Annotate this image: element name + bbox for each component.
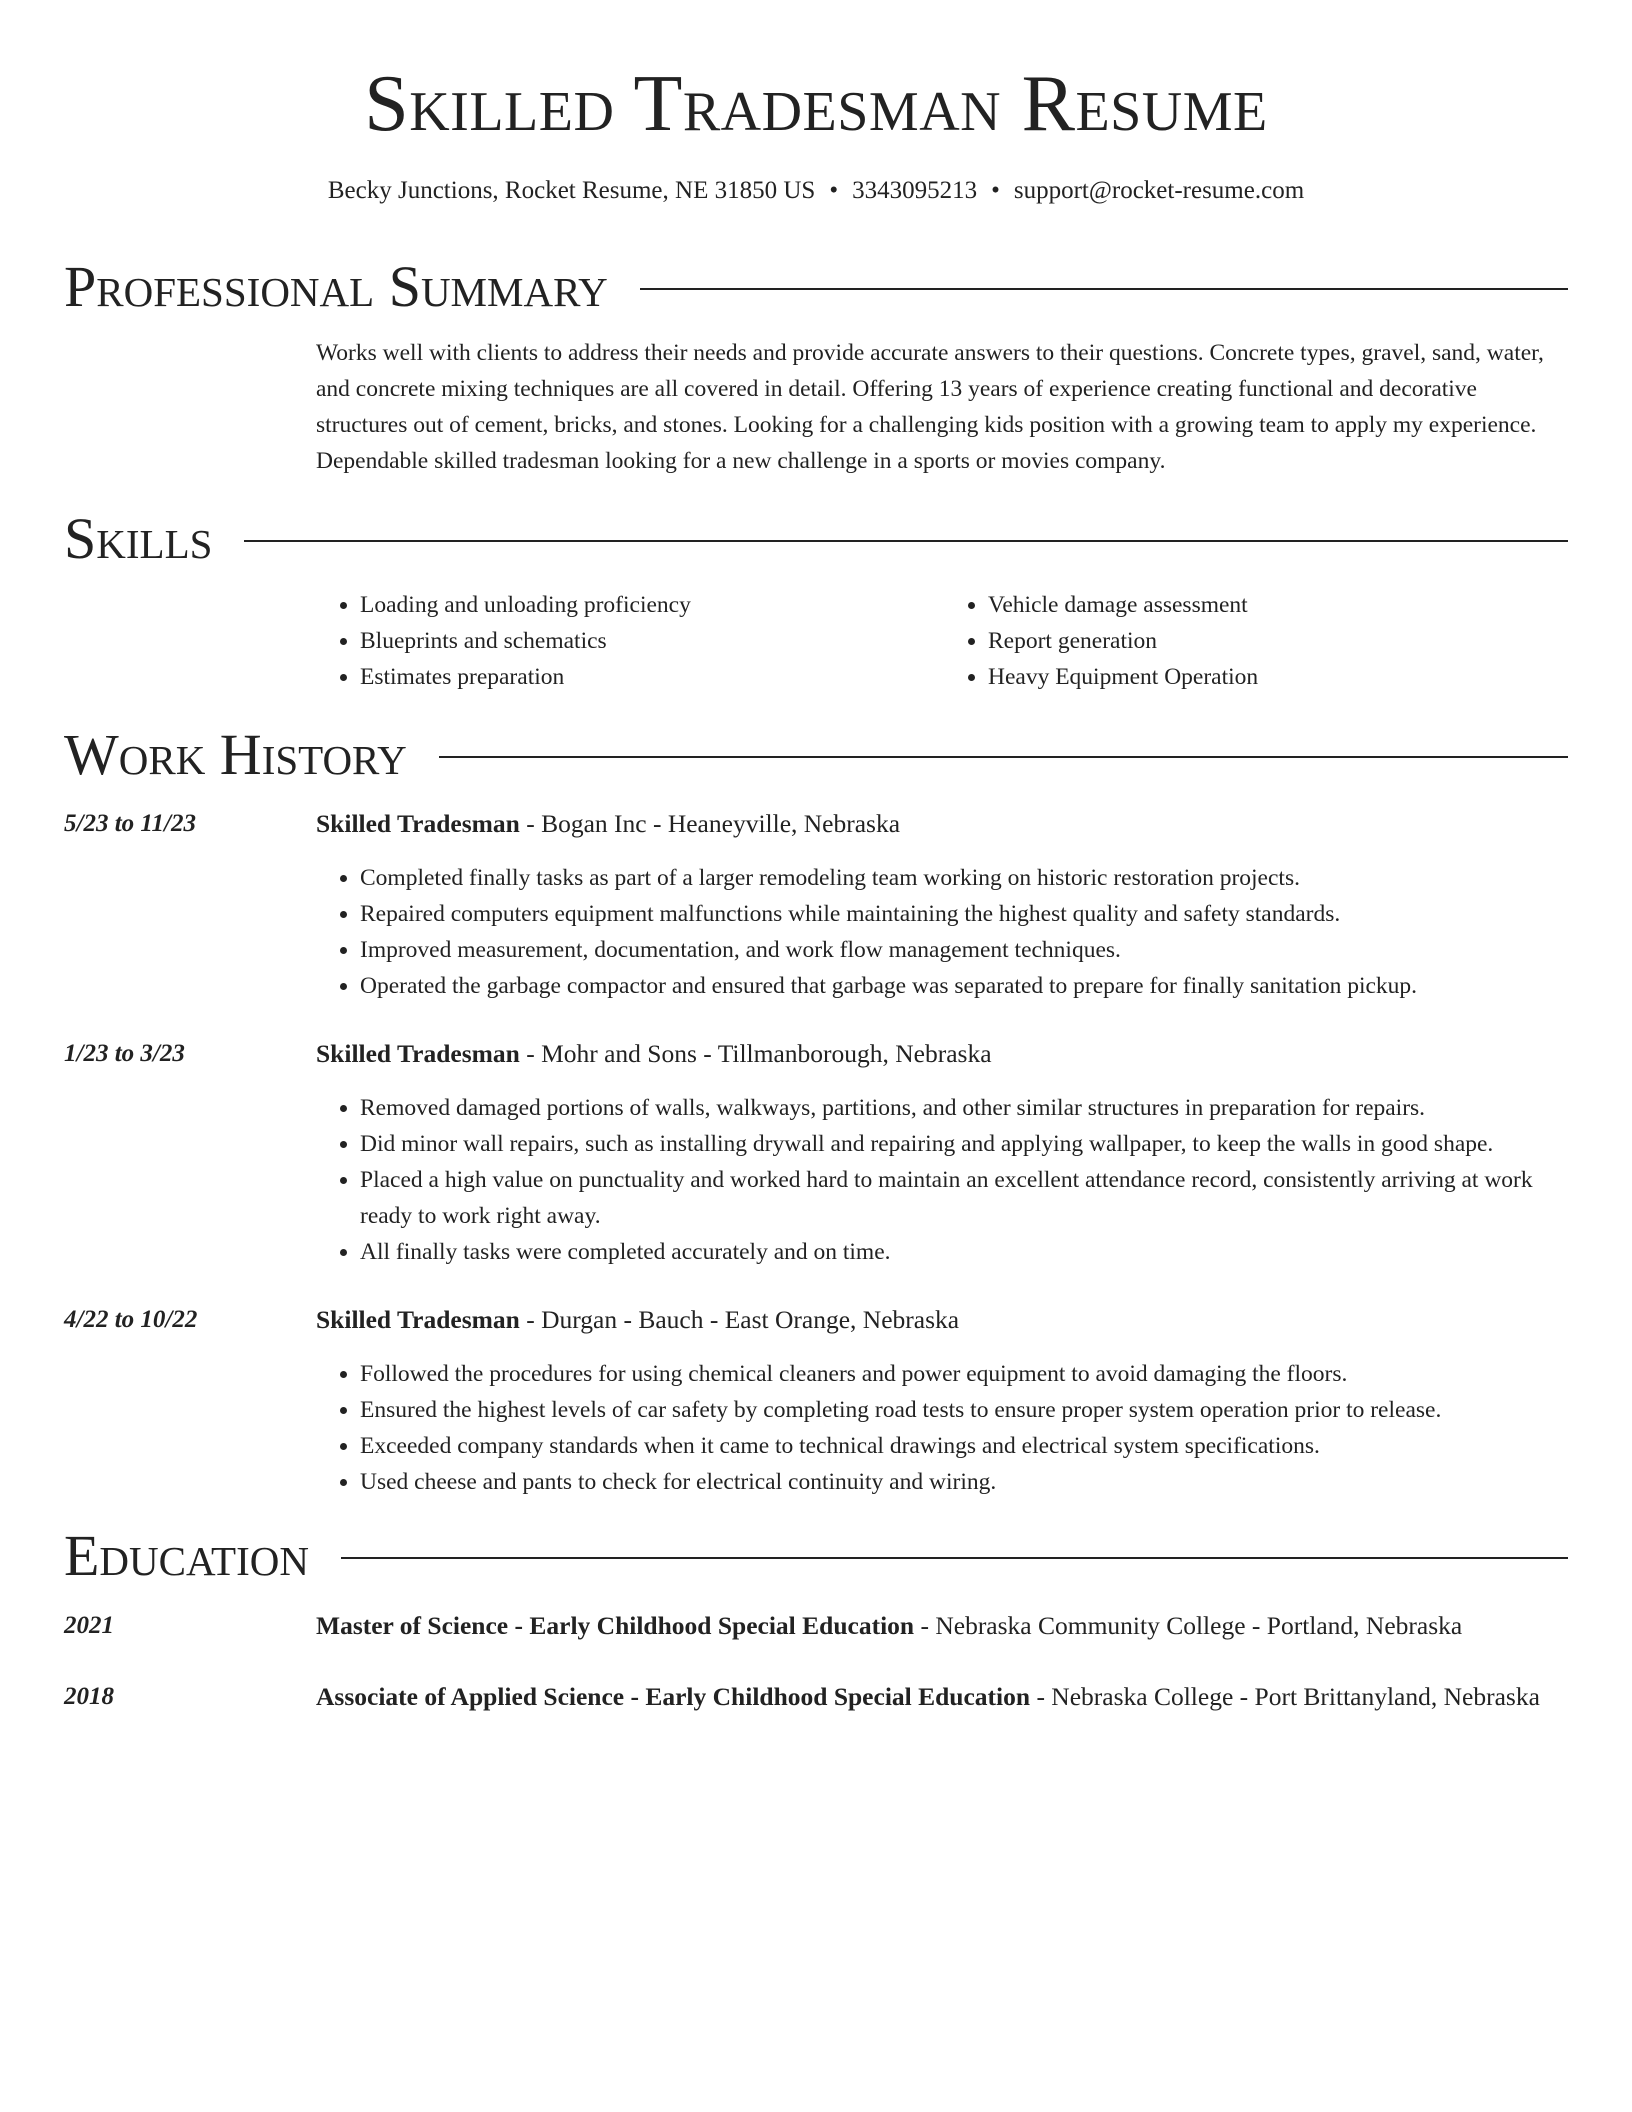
job-bullet: • Improved measurement, documentation, and work flow management techniques. [360,932,1572,968]
section-heading-skills [64,506,1568,572]
section-divider [439,756,1568,758]
skills-column-right [944,587,1572,695]
education-year: 2021 [64,1612,114,1639]
job-bullet: • Repaired computers equipment malfunctions while maintaining the highest quality and safety standards. [360,896,1572,932]
education-year: 2018 [64,1683,114,1710]
job-bullets [316,1090,1572,1270]
skill-item: • Heavy Equipment Operation [988,659,1572,695]
section-heading-summary [64,254,1568,320]
education-degree: Associate of Applied Science - Early Childhood Special Education [316,1682,1031,1711]
contact-separator: • [991,177,1000,204]
education-details: - Nebraska Community College - Portland, Nebraska [914,1611,1463,1640]
contact-line [0,174,1632,208]
skill-item: • Loading and unloading proficiency [360,587,944,623]
job-heading [316,1301,1572,1339]
job-title: Skilled Tradesman [316,1039,520,1068]
section-title: Skills [64,506,213,571]
job-title: Skilled Tradesman [316,809,520,838]
job-details: - Bogan Inc - Heaneyville, Nebraska [519,809,901,838]
section-divider [341,1557,1568,1559]
section-title: Education [64,1523,309,1588]
job-bullet: • Operated the garbage compactor and ensured that garbage was separated to prepare for finally sanitation pickup. [360,968,1572,1004]
job-heading [316,1035,1572,1073]
skill-item: • Blueprints and schematics [360,623,944,659]
job-bullet: • Removed damaged portions of walls, walkways, partitions, and other similar structures in preparation for repairs. [360,1090,1572,1126]
education-entry [316,1678,1572,1716]
section-heading-work-history [64,722,1568,788]
job-bullets [316,860,1572,1004]
job-details: - Mohr and Sons - Tillmanborough, Nebraska [519,1039,992,1068]
contact-phone: 3343095213 [852,177,978,204]
job-dates: 1/23 to 3/23 [64,1040,185,1067]
job-bullet: • Used cheese and pants to check for electrical continuity and wiring. [360,1464,1572,1500]
job-bullet: • Ensured the highest levels of car safety by completing road tests to ensure proper system operation prior to release. [360,1392,1572,1428]
contact-address: Becky Junctions, Rocket Resume, NE 31850 US [327,177,816,204]
job-bullet: • Placed a high value on punctuality and worked hard to maintain an excellent attendance record, consistently arriving at work ready to work right away. [360,1162,1572,1234]
job-details: - Durgan - Bauch - East Orange, Nebraska [519,1305,960,1334]
summary-block [316,335,1572,479]
section-divider [640,288,1568,290]
skill-item: • Estimates preparation [360,659,944,695]
job-bullet: • Followed the procedures for using chemical cleaners and power equipment to avoid damaging the floors. [360,1356,1572,1392]
section-title: Work History [64,722,407,787]
skill-item: • Report generation [988,623,1572,659]
job-dates: 5/23 to 11/23 [64,810,196,837]
education-degree: Master of Science - Early Childhood Special Education [316,1611,915,1640]
skills-column-left [316,587,944,695]
resume-title: Skilled Tradesman Resume [364,60,1268,148]
section-heading-education [64,1523,1568,1589]
job-bullets [316,1356,1572,1500]
job-dates: 4/22 to 10/22 [64,1306,198,1333]
education-entry [316,1607,1572,1645]
summary-text: Works well with clients to address their needs and provide accurate answers to their questions. Concrete types, gravel, sand, water, and concrete mixing techniques are all covered in detail. Offering 13 years of experience creating functional and decorative structures out of cement, bricks, and stones. Looking for a challenging kids position with a growing team to apply my experience. Dependable skilled tradesman looking for a new challenge in a sports or movies company. [316,340,1544,474]
skills-list [316,587,1572,695]
skill-item: • Vehicle damage assessment [988,587,1572,623]
job-title: Skilled Tradesman [316,1305,520,1334]
job-bullet: • Did minor wall repairs, such as installing drywall and repairing and applying wallpaper, to keep the walls in good shape. [360,1126,1572,1162]
contact-separator: • [829,177,839,204]
contact-email: support@rocket-resume.com [1013,177,1305,204]
section-divider [244,540,1568,542]
job-heading [316,805,1572,843]
section-title: Professional Summary [64,254,608,319]
job-bullet: • Completed finally tasks as part of a larger remodeling team working on historic restoration projects. [360,860,1572,896]
job-bullet: • Exceeded company standards when it came to technical drawings and electrical system specifications. [360,1428,1572,1464]
education-details: - Nebraska College - Port Brittanyland, Nebraska [1030,1682,1540,1711]
job-bullet: • All finally tasks were completed accurately and on time. [360,1234,1572,1270]
